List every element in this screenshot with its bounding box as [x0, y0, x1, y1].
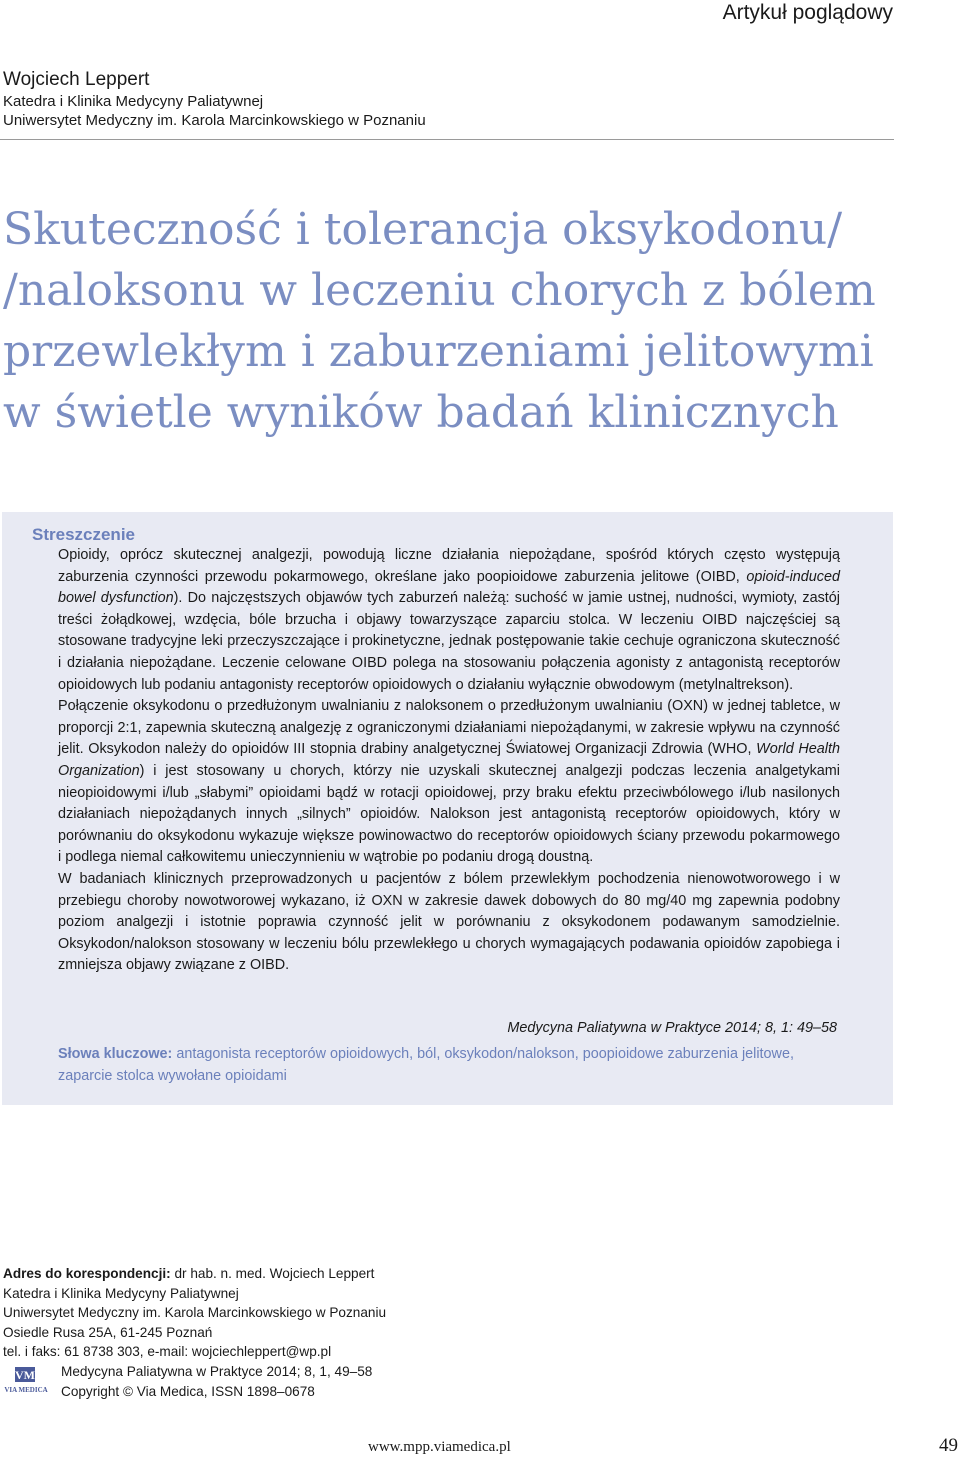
- correspondence-line: Uniwersytet Medyczny im. Karola Marcinkowskiego w Poznaniu: [3, 1305, 387, 1320]
- title-line: przewlekłym i zaburzeniami jelitowymi: [3, 326, 874, 377]
- author-block: [3, 68, 426, 130]
- abstract-box: [2, 512, 893, 1105]
- correspondence-line: tel. i faks: 61 8738 303, e-mail: wojciechleppert@wp.pl: [3, 1344, 332, 1359]
- author-name: Wojciech Leppert: [3, 69, 150, 90]
- title-line: Skuteczność i tolerancja oksykodonu/: [3, 204, 843, 255]
- title-line: w świetle wyników badań klinicznych: [3, 387, 839, 438]
- keywords-text: antagonista receptorów opioidowych, ból, oksykodon/nalokson, poopioidowe zaburzenia jelitowe, zaparcie stolca wywołane opioidami: [58, 1046, 794, 1084]
- correspondence-name: dr hab. n. med. Wojciech Leppert: [170, 1266, 375, 1281]
- correspondence-block: [3, 1264, 386, 1362]
- title-line: /naloksonu w leczeniu chorych z bólem: [3, 265, 876, 316]
- page-number: 49: [939, 1435, 958, 1456]
- correspondence-line: Katedra i Klinika Medycyny Paliatywnej: [3, 1285, 239, 1301]
- abstract-paragraph: Opioidy, oprócz skutecznej analgezji, powodują liczne działania niepożądane, spośród których często występują zaburzenia czynności przewodu pokarmowego, określane jako poopioidowe zaburzenia jelitowe (OIBD, opioid-induced bowel dysfunction). Do najczęstszych objawów tych zaburzeń należą: suchość w jamie ustnej, nudności, wymioty, zastój treści żołądkowej, wzdęcia, bóle brzucha i objawy towarzyszące zaparciu stolca. W leczeniu OIBD najczęściej są stosowane tradycyjne leki przeczyszczające i prokinetyczne, jednak postępowanie takie cechuje ograniczona skuteczność i działania niepożądane. Leczenie celowane OIBD polega na stosowaniu połączenia agonisty z antagonistą receptorów opioidowych lub podaniu antagonisty receptorów opioidowych o działaniu wyłącznie obwodowym (metylnaltrekson).: [58, 547, 841, 693]
- abstract-term: World Health Organization: [58, 741, 840, 779]
- header-divider: [0, 139, 894, 140]
- footer-url[interactable]: www.mpp.viamedica.pl: [368, 1439, 511, 1455]
- keywords-label: Słowa kluczowe:: [58, 1046, 173, 1062]
- abstract-paragraph: Połączenie oksykodonu o przedłużonym uwalnianiu z naloksonem o przedłużonym uwalnianiu (OXN) w jednej tabletce, w proporcji 2:1, zapewnia skuteczną analgezję z ograniczonymi działaniami niepożądanymi, w zakresie wpływu na czynność jelit. Oksykodon należy do opioidów III stopnia drabiny analgetycznej Światowej Organizacji Zdrowia (WHO, World Health Organization) i jest stosowany u chorych, którzy nie uzyskali skutecznej analgezji podczas leczenia analgetykami nieopioidowymi i/lub „słabymi” opioidami bądź w rotacji opioidowej, przy braku efektu przeciwbólowego i/lub nasilonych działaniach niepożądanych innych „silnych” opioidów. Nalokson jest antagonistą receptorów opioidowych, który w porównaniu do oksykodonu wykazuje większe powinowactwo do receptorów opioidowych ściany przewodu pokarmowego i podlega niemal całkowitemu unieczynnieniu w wątrobie po podaniu drogą doustną.: [58, 698, 840, 866]
- abstract-heading: Streszczenie: [32, 525, 135, 544]
- abstract-term: opioid-induced bowel dysfunction: [58, 568, 840, 607]
- via-medica-logo: [3, 1366, 49, 1394]
- copyright-line: Copyright © Via Medica, ISSN 1898–0678: [61, 1383, 315, 1399]
- journal-line: Medycyna Paliatywna w Praktyce 2014; 8, 1, 49–58: [61, 1364, 373, 1379]
- section-label: Artykuł poglądowy: [722, 1, 893, 24]
- correspondence-line: Osiedle Rusa 25A, 61-245 Poznań: [3, 1324, 213, 1340]
- abstract-body: [58, 545, 840, 977]
- citation: Medycyna Paliatywna w Praktyce 2014; 8, 1: 49–58: [507, 1020, 837, 1036]
- author-affiliation-1: Katedra i Klinika Medycyny Paliatywnej: [3, 93, 264, 110]
- correspondence-label: Adres do korespondencji:: [3, 1266, 171, 1281]
- abstract-paragraph: W badaniach klinicznych przeprowadzonych u pacjentów z bólem przewlekłym pochodzenia nienowotworowego i w przebiegu choroby nowotworowej wykazano, iż OXN w zakresie dawek dobowych do 80 mg/40 mg zapewnia podobny poziom analgezji i istotnie poprawia czynność jelit w porównaniu z oksykodonem podawanym samodzielnie. Oksykodon/nalokson stosowany w leczeniu bólu przewlekłego u chorych wymagających podawania opioidów zapobiega i zmniejsza objawy związane z OIBD.: [58, 870, 840, 974]
- keywords: [58, 1044, 840, 1087]
- svg-text:VM: VM: [15, 1368, 35, 1382]
- article-title: [3, 199, 903, 443]
- author-affiliation-2: Uniwersytet Medyczny im. Karola Marcinkowskiego w Poznaniu: [3, 112, 426, 129]
- logo-text: VIA MEDICA: [4, 1386, 48, 1394]
- journal-info: [61, 1362, 372, 1401]
